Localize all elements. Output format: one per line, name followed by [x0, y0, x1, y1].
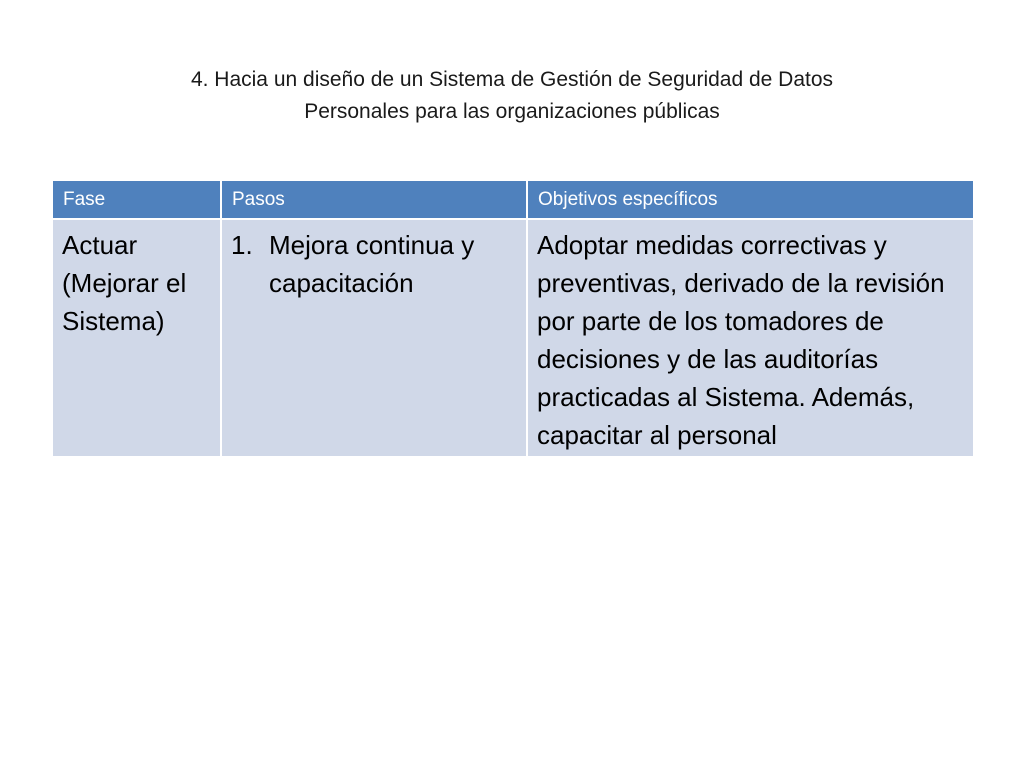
slide-title-line-2: Personales para las organizaciones públicas — [304, 100, 720, 123]
step-text: Mejora continua y capacitación — [269, 230, 475, 298]
step-item — [231, 226, 517, 302]
header-objetivos: Objetivos específicos — [527, 180, 974, 219]
table-header-row — [52, 180, 974, 219]
slide-title-line-1: 4. Hacia un diseño de un Sistema de Gestión de Seguridad de Datos — [190, 68, 834, 91]
table-row — [52, 219, 974, 457]
cell-objetivos: Adoptar medidas correctivas y preventivas, derivado de la revisión por parte de los tomadores de decisiones y de las auditorías practicadas al Sistema. Además, capacitar al personal — [527, 219, 974, 457]
phase-table — [51, 179, 975, 458]
cell-pasos — [221, 219, 527, 457]
slide-title — [60, 64, 964, 128]
header-fase: Fase — [52, 180, 221, 219]
cell-fase: Actuar (Mejorar el Sistema) — [52, 219, 221, 457]
header-pasos: Pasos — [221, 180, 527, 219]
step-number: 1. — [231, 230, 253, 260]
